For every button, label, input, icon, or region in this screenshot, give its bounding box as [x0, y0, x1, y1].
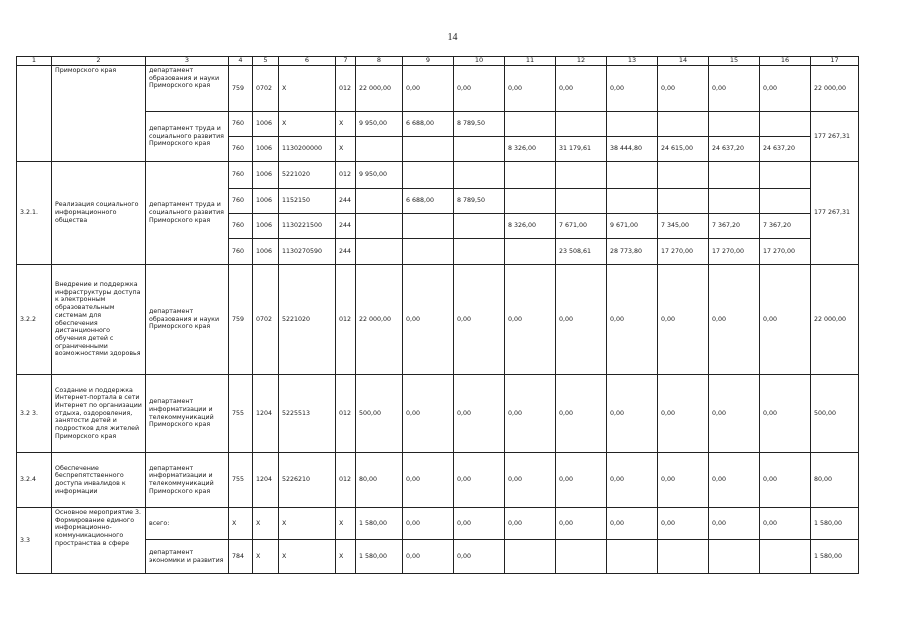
- cell: 0,00: [505, 66, 556, 112]
- col-header: 8: [356, 57, 403, 66]
- executor: департамент труда и социального развития Приморского края: [146, 162, 229, 265]
- col-header: 1: [17, 57, 52, 66]
- cell: 0,00: [709, 66, 760, 112]
- col-header: 2: [52, 57, 146, 66]
- cell: [505, 112, 556, 137]
- row-number: 3.2.1.: [17, 162, 52, 265]
- cell: 0,00: [556, 66, 607, 112]
- cell: 38 444,80: [607, 137, 658, 162]
- cell: Х: [279, 508, 336, 540]
- cell: 0702: [253, 265, 279, 375]
- cell: [607, 162, 658, 189]
- cell: 0,00: [709, 265, 760, 375]
- cell: [760, 540, 811, 574]
- table-row: [17, 508, 859, 540]
- cell: 24 637,20: [760, 137, 811, 162]
- cell: [607, 189, 658, 214]
- cell: [505, 162, 556, 189]
- cell: 500,00: [356, 375, 403, 453]
- cell: [556, 112, 607, 137]
- cell: 31 179,61: [556, 137, 607, 162]
- cell: 0,00: [556, 265, 607, 375]
- executor: департамент информатизации и телекоммуникаций Приморского края: [146, 375, 229, 453]
- cell: 1 580,00: [811, 508, 859, 540]
- cell: [709, 112, 760, 137]
- cell: 23 508,61: [556, 239, 607, 265]
- table-row: [17, 66, 859, 112]
- cell: 759: [229, 265, 253, 375]
- cell: [709, 189, 760, 214]
- executor: департамент экономики и развития: [146, 540, 229, 574]
- cell: 22 000,00: [811, 66, 859, 112]
- cell: Х: [279, 112, 336, 137]
- cell: [454, 137, 505, 162]
- page-number: 14: [447, 32, 458, 43]
- cell: 0,00: [556, 375, 607, 453]
- cell: 0,00: [556, 508, 607, 540]
- cell: [760, 162, 811, 189]
- cell: 0,00: [658, 265, 709, 375]
- cell: 7 671,00: [556, 214, 607, 239]
- cell: 8 789,50: [454, 112, 505, 137]
- cell: 0,00: [607, 265, 658, 375]
- cell: Х: [279, 540, 336, 574]
- cell: [760, 112, 811, 137]
- cell: 760: [229, 137, 253, 162]
- cell: 012: [336, 453, 356, 508]
- cell: 784: [229, 540, 253, 574]
- cell: [709, 162, 760, 189]
- cell: [454, 162, 505, 189]
- cell: 9 950,00: [356, 162, 403, 189]
- row-number: 3.3: [17, 508, 52, 574]
- cell: 760: [229, 189, 253, 214]
- cell: 24 637,20: [709, 137, 760, 162]
- cell: 760: [229, 239, 253, 265]
- cell: 0,00: [454, 508, 505, 540]
- cell: 28 773,80: [607, 239, 658, 265]
- cell: 6 688,00: [403, 189, 454, 214]
- cell: [454, 214, 505, 239]
- col-header: 10: [454, 57, 505, 66]
- cell: [505, 540, 556, 574]
- cell: 0,00: [760, 453, 811, 508]
- executor: департамент образования и науки Приморского края: [146, 265, 229, 375]
- cell: 500,00: [811, 375, 859, 453]
- cell: [607, 112, 658, 137]
- cell: [658, 162, 709, 189]
- cell: 0,00: [403, 453, 454, 508]
- cell: 0,00: [505, 265, 556, 375]
- cell: 0,00: [709, 375, 760, 453]
- cell: 7 367,20: [760, 214, 811, 239]
- cell: 7 345,00: [658, 214, 709, 239]
- cell: 0,00: [505, 375, 556, 453]
- cell: 0,00: [403, 375, 454, 453]
- cell: 177 267,31: [811, 112, 859, 162]
- table-row: [17, 265, 859, 375]
- cell: [403, 137, 454, 162]
- cell: 17 270,00: [760, 239, 811, 265]
- cell: 1130200000: [279, 137, 336, 162]
- cell: [403, 214, 454, 239]
- cell: 755: [229, 453, 253, 508]
- measure-name: Реализация социального информационного общества: [52, 162, 146, 265]
- cell: [709, 540, 760, 574]
- col-header: 15: [709, 57, 760, 66]
- cell: [607, 540, 658, 574]
- cell: 012: [336, 375, 356, 453]
- cell: 0,00: [607, 375, 658, 453]
- cell: 1 580,00: [811, 540, 859, 574]
- cell: 5221020: [279, 162, 336, 189]
- cell: 244: [336, 239, 356, 265]
- cell: 1006: [253, 214, 279, 239]
- cell: 7 367,20: [709, 214, 760, 239]
- col-header: 4: [229, 57, 253, 66]
- cell: 22 000,00: [811, 265, 859, 375]
- cell: [556, 540, 607, 574]
- cell: 759: [229, 66, 253, 112]
- cell: 0,00: [760, 66, 811, 112]
- col-header: 6: [279, 57, 336, 66]
- column-number-row: [17, 57, 859, 66]
- cell: 760: [229, 112, 253, 137]
- cell: 1130270590: [279, 239, 336, 265]
- executor: департамент труда и социального развития Приморского края: [146, 112, 229, 162]
- cell: 0,00: [709, 453, 760, 508]
- cell: 17 270,00: [658, 239, 709, 265]
- cell: 1 580,00: [356, 508, 403, 540]
- cell: 0,00: [454, 375, 505, 453]
- cell: 24 615,00: [658, 137, 709, 162]
- cell: 0,00: [505, 508, 556, 540]
- row-number: 3.2.2: [17, 265, 52, 375]
- cell: 22 000,00: [356, 66, 403, 112]
- cell: 0,00: [658, 453, 709, 508]
- cell: [403, 239, 454, 265]
- cell: 8 326,00: [505, 214, 556, 239]
- cell: [658, 189, 709, 214]
- cell: [556, 162, 607, 189]
- cell: 1006: [253, 162, 279, 189]
- cell: 22 000,00: [356, 265, 403, 375]
- cell: [454, 239, 505, 265]
- cell: 0,00: [658, 375, 709, 453]
- cell: 0,00: [454, 265, 505, 375]
- col-header: 7: [336, 57, 356, 66]
- cell: 80,00: [356, 453, 403, 508]
- col-header: 14: [658, 57, 709, 66]
- cell: 0,00: [709, 508, 760, 540]
- cell: 244: [336, 214, 356, 239]
- cell: 0,00: [505, 453, 556, 508]
- cell: [505, 239, 556, 265]
- cell: 5225513: [279, 375, 336, 453]
- cell: Х: [336, 540, 356, 574]
- table-row: [17, 453, 859, 508]
- cell: [403, 162, 454, 189]
- cell: Х: [253, 508, 279, 540]
- cell: [505, 189, 556, 214]
- cell: 9 950,00: [356, 112, 403, 137]
- cell: [556, 189, 607, 214]
- budget-table: [16, 56, 859, 574]
- table-row: [17, 162, 859, 189]
- col-header: 17: [811, 57, 859, 66]
- cell: [356, 137, 403, 162]
- cell: 8 326,00: [505, 137, 556, 162]
- cell: 0,00: [403, 540, 454, 574]
- cell: [658, 540, 709, 574]
- cell: 0,00: [454, 453, 505, 508]
- executor: департамент информатизации и телекоммуникаций Приморского края: [146, 453, 229, 508]
- cell: 17 270,00: [709, 239, 760, 265]
- cell: 0,00: [760, 508, 811, 540]
- executor: всего:: [146, 508, 229, 540]
- cell: 244: [336, 189, 356, 214]
- cell: 9 671,00: [607, 214, 658, 239]
- cell: 0,00: [403, 508, 454, 540]
- table-row: [17, 375, 859, 453]
- col-header: 9: [403, 57, 454, 66]
- col-header: 13: [607, 57, 658, 66]
- col-header: 11: [505, 57, 556, 66]
- cell: 177 267,31: [811, 162, 859, 265]
- cell: 1152150: [279, 189, 336, 214]
- cell: Х: [336, 112, 356, 137]
- cell: 0,00: [454, 66, 505, 112]
- executor: департамент образования и науки Приморского края: [146, 66, 229, 112]
- cell: 1006: [253, 239, 279, 265]
- cell: 0,00: [556, 453, 607, 508]
- cell: [356, 214, 403, 239]
- row-number: 3.2.4: [17, 453, 52, 508]
- cell: Х: [253, 540, 279, 574]
- cell: [658, 112, 709, 137]
- cell: 760: [229, 162, 253, 189]
- cell: Х: [229, 508, 253, 540]
- cell: 1006: [253, 112, 279, 137]
- col-header: 16: [760, 57, 811, 66]
- cell: 1 580,00: [356, 540, 403, 574]
- cell: [760, 189, 811, 214]
- cell: 1204: [253, 453, 279, 508]
- cell: 0,00: [607, 453, 658, 508]
- cell: 012: [336, 66, 356, 112]
- cell: 0,00: [760, 265, 811, 375]
- cell: [356, 239, 403, 265]
- cell: 1130221500: [279, 214, 336, 239]
- cell: 1006: [253, 137, 279, 162]
- row-number: 3.2 3.: [17, 375, 52, 453]
- cell: 8 789,50: [454, 189, 505, 214]
- cell: 0,00: [760, 375, 811, 453]
- cell: 012: [336, 265, 356, 375]
- cell: Х: [336, 137, 356, 162]
- col-header: 3: [146, 57, 229, 66]
- cell: 0,00: [454, 540, 505, 574]
- measure-name: Внедрение и поддержка инфраструктуры доступа к электронным образовательным системам для обеспечения дистанционного обучения детей с ограниченными возможностями здоровья: [52, 265, 146, 375]
- cell: 1006: [253, 189, 279, 214]
- cell: 0,00: [607, 508, 658, 540]
- cell: Х: [279, 66, 336, 112]
- cell: 0,00: [658, 508, 709, 540]
- cell: 1204: [253, 375, 279, 453]
- cell: 0,00: [403, 265, 454, 375]
- row-number: [17, 66, 52, 162]
- cell: 0,00: [607, 66, 658, 112]
- cell: Х: [336, 508, 356, 540]
- cell: 5221020: [279, 265, 336, 375]
- cell: 5226210: [279, 453, 336, 508]
- cell: 80,00: [811, 453, 859, 508]
- cell: 0,00: [403, 66, 454, 112]
- cell: 012: [336, 162, 356, 189]
- cell: 0,00: [658, 66, 709, 112]
- cell: 760: [229, 214, 253, 239]
- measure-name: Приморского края: [52, 66, 146, 162]
- cell: 6 688,00: [403, 112, 454, 137]
- measure-name: Обеспечение беспрепятственного доступа инвалидов к информации: [52, 453, 146, 508]
- col-header: 5: [253, 57, 279, 66]
- col-header: 12: [556, 57, 607, 66]
- cell: [356, 189, 403, 214]
- cell: 755: [229, 375, 253, 453]
- measure-name: Основное мероприятие 3. Формирование единого информационно-коммуникационного пространства в сфере: [52, 508, 146, 574]
- measure-name: Создание и поддержка Интернет-портала в сети Интернет по организации отдыха, оздоровления, занятости детей и подростков для жителей Приморского края: [52, 375, 146, 453]
- cell: 0702: [253, 66, 279, 112]
